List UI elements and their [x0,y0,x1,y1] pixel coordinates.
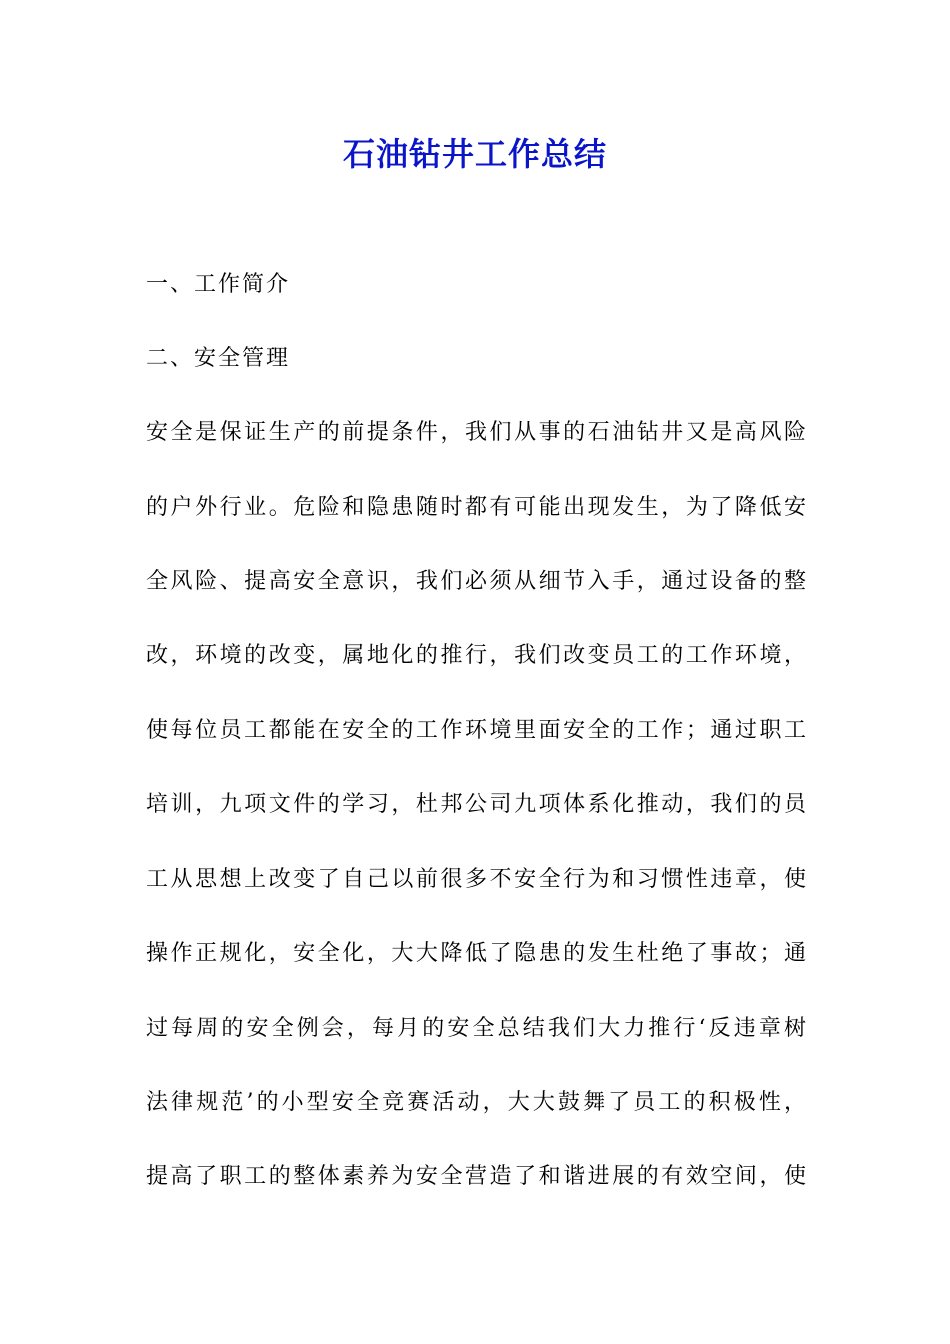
body-line: 安全是保证生产的前提条件，我们从事的石油钻井又是高风险 [146,420,806,445]
body-line: 法律规范’的小型安全竞赛活动，大大鼓舞了员工的积极性， [146,1090,806,1115]
body-line: 过每周的安全例会，每月的安全总结我们大力推行‘反违章树 [146,1016,806,1041]
body-line: 工从思想上改变了自己以前很多不安全行为和习惯性违章，使 [146,867,806,892]
section-heading-safety: 二、安全管理 [146,346,291,371]
body-line: 培训，九项文件的学习，杜邦公司九项体系化推动，我们的员 [146,792,806,817]
body-line: 的户外行业。危险和隐患随时都有可能出现发生，为了降低安 [146,495,806,520]
body-line: 使每位员工都能在安全的工作环境里面安全的工作；通过职工 [146,718,806,743]
body-line: 操作正规化，安全化，大大降低了隐患的发生杜绝了事故；通 [146,941,806,966]
document-title: 石油钻井工作总结 [342,135,607,173]
body-line: 改，环境的改变，属地化的推行，我们改变员工的工作环境， [146,643,806,668]
body-line: 提高了职工的整体素养为安全营造了和谐进展的有效空间，使 [146,1164,806,1189]
section-heading-intro: 一、工作简介 [146,272,291,297]
body-line: 全风险、提高安全意识，我们必须从细节入手，通过设备的整 [146,569,806,594]
